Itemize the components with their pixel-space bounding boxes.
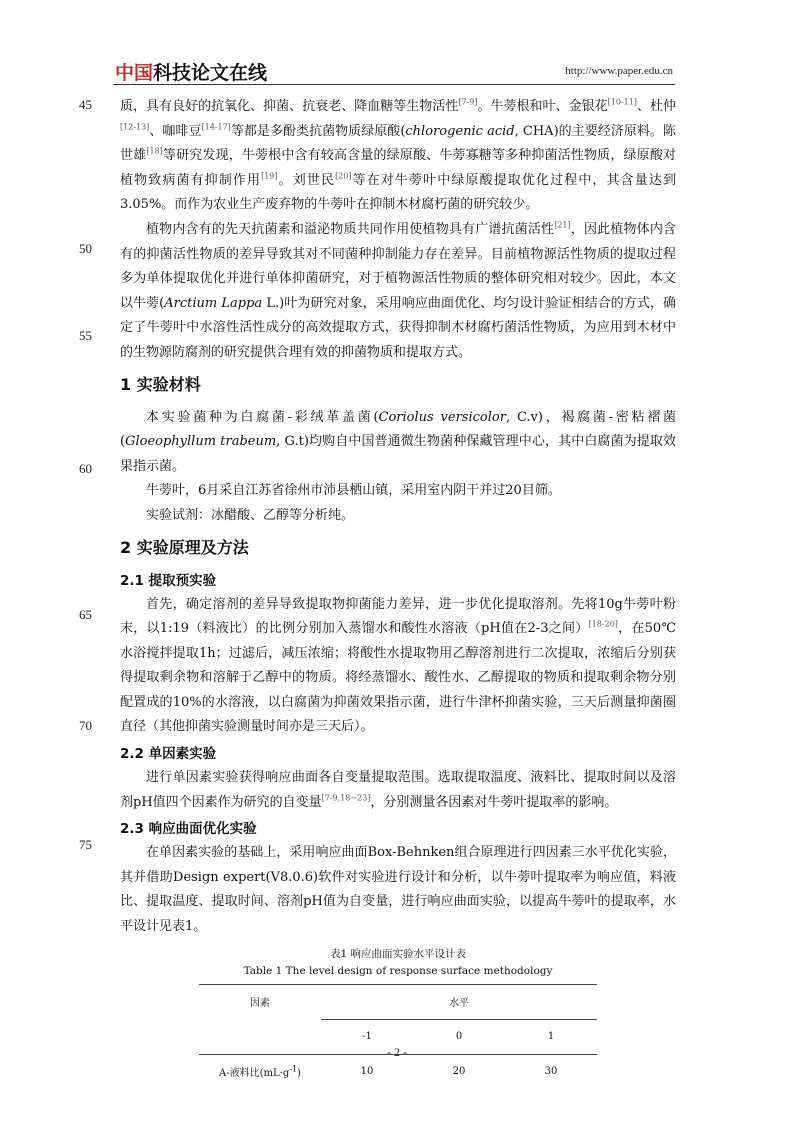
section-1-paragraph-2: 牛蒡叶，6月采自江苏省徐州市沛县栖山镇，采用室内阴干并过20目筛。 <box>146 483 561 499</box>
intro-paragraph-2: 植物内含有的先天抗菌素和溢泌物质共同作用使植物具有广谱抗菌活性[21]，因此植物体内含有的抑菌活性物质的差异导致其对不同菌种抑制能力存在差异。目前植物源活性物质的提取过程多为单体提取优化并进行单体抑菌研究，对于植物源活性物质的整体研究相对较少。因此，本文以牛蒡(Arctium Lappa L.)叶为研究对象，采用响应曲面优化、均匀设计验证相结合的方式，确定了牛蒡叶中水溶性活性成分的高效提取方式，获得抑制木材腐朽菌活性物质，为应用到木材中的生物源防腐剂的研究提供合理有效的抑菌物质和提取方式。 <box>120 220 676 360</box>
line-number: 65 <box>79 607 92 622</box>
table-cell: 1 <box>547 1031 555 1043</box>
header-url: http://www.paper.edu.cn <box>565 65 673 77</box>
section-2-3-paragraph: 在单因素实验的基础上，采用响应曲面Box-Behnken组合原理进行四因素三水平优化实验，其并借助Design expert(V8.0.6)软件对实验进行设计和分析，以牛蒡叶提取率为响应值，料液比、提取温度、提取时间、溶剂pH值为自变量，进行响应曲面实验，以提高牛蒡叶的提取率，水平设计见表1。 <box>120 845 676 935</box>
page-number: - 2 - <box>387 1045 407 1059</box>
line-number: 75 <box>79 837 92 852</box>
section-1-paragraph-1: 本实验菌种为白腐菌-彩绒革盖菌(Coriolus versicolor, C.v)，褐腐菌-密粘褶菌(Gloeophyllum trabeum, G.t)均购自中国普通微生物菌种保藏管理中心，其中白腐菌为提取效果指示菌。 <box>120 409 676 474</box>
intro-paragraph-1: 质，具有良好的抗氧化、抑菌、抗衰老、降血糖等生物活性[7-9]。牛蒡根和叶、金银花[10-11]、杜仲[12-13]、咖啡豆[14-17]等都是多酚类抗菌物质绿原酸(chlorogenic acid, CHA)的主要经济原料。陈世雄[18]等研究发现，牛蒡根中含有较高含量的绿原酸、牛蒡寡糖等多种抑菌活性物质，绿原酸对植物致病菌有抑制作用[19]。刘世民[20]等在对牛蒡叶中绿原酸提取优化过程中，其含量达到3.05%。而作为农业生产废弃物的牛蒡叶在抑制木材腐朽菌的研究较少。 <box>120 97 676 213</box>
citation: [18] <box>146 146 163 156</box>
section-1-paragraph-3: 实验试剂：冰醋酸、乙醇等分析纯。 <box>146 507 355 523</box>
table-cell: -1 <box>362 1031 372 1043</box>
table-header-level: 水平 <box>321 984 597 1019</box>
section-2-title: 2 实验原理及方法 <box>120 537 249 557</box>
citation: [12-13] <box>120 122 150 132</box>
table-cell: 30 <box>505 1054 597 1089</box>
table-cell: 20 <box>413 1054 505 1089</box>
page-body <box>120 95 676 1089</box>
citation: [18-20] <box>588 619 618 629</box>
section-2-1-paragraph: 首先，确定溶剂的差异导致提取物抑菌能力差异，进一步优化提取溶剂。先将10g牛蒡叶粉末，以1:19（料液比）的比例分别加入蒸馏水和酸性水溶液（pH值在2-3之间）[18-20]，在50℃水浴搅拌提取1h；过滤后，减压浓缩；将酸性水提取物用乙醇溶剂进行二次提取，浓缩后分别获得提取剩余物和溶解于乙醇中的物质。将经蒸馏水、酸性水、乙醇提取的物质和提取剩余物分别配置成的10%的水溶液，以白腐菌为抑菌效果指示菌，进行牛津杯抑菌实验，三天后测量抑菌圈直径（其他抑菌实验测量时间亦是三天后）。 <box>120 596 676 735</box>
citation: [20] <box>335 171 352 181</box>
header-divider <box>113 84 675 85</box>
table-cell: 0 <box>455 1031 463 1043</box>
line-number: 45 <box>79 97 92 112</box>
section-2-2-paragraph: 进行单因素实验获得响应曲面各自变量提取范围。选取提取温度、液料比、提取时间以及溶剂pH值四个因素作为研究的自变量[7-9,18−23]，分别测量各因素对牛蒡叶提取率的影响。 <box>120 770 676 810</box>
table-header-factor: 因素 <box>199 984 321 1019</box>
section-2-3-title: 2.3 响应曲面优化实验 <box>120 821 257 838</box>
table-caption-en: Table 1 The level design of response surface methodology <box>243 964 553 977</box>
table-caption-cn: 表1 响应曲面实验水平设计表 <box>329 947 467 960</box>
page-header <box>113 56 673 82</box>
logo-part2: 科技论文在线 <box>153 62 268 84</box>
citation: [7-9,18−23] <box>321 793 371 803</box>
journal-logo <box>115 58 267 85</box>
logo-part1: 中国 <box>115 62 154 84</box>
line-number: 55 <box>79 328 92 343</box>
citation: [10-11] <box>607 97 637 107</box>
line-number: 50 <box>79 241 92 256</box>
citation: [19] <box>261 171 278 181</box>
citation: [7-9] <box>458 97 478 107</box>
citation: [14-17] <box>201 122 231 132</box>
section-2-2-title: 2.2 单因素实验 <box>120 746 217 763</box>
section-2-1-title: 2.1 提取预实验 <box>120 572 217 589</box>
line-number: 70 <box>79 718 92 733</box>
level-design-table <box>199 984 597 1089</box>
section-1-title: 1 实验材料 <box>120 374 201 394</box>
table-row-factor: A-液料比$(mL\cdot g^{-1})$ <box>199 1054 321 1089</box>
line-number: 60 <box>79 461 92 476</box>
table-cell: 10 <box>321 1054 413 1089</box>
citation: [21] <box>554 220 571 230</box>
